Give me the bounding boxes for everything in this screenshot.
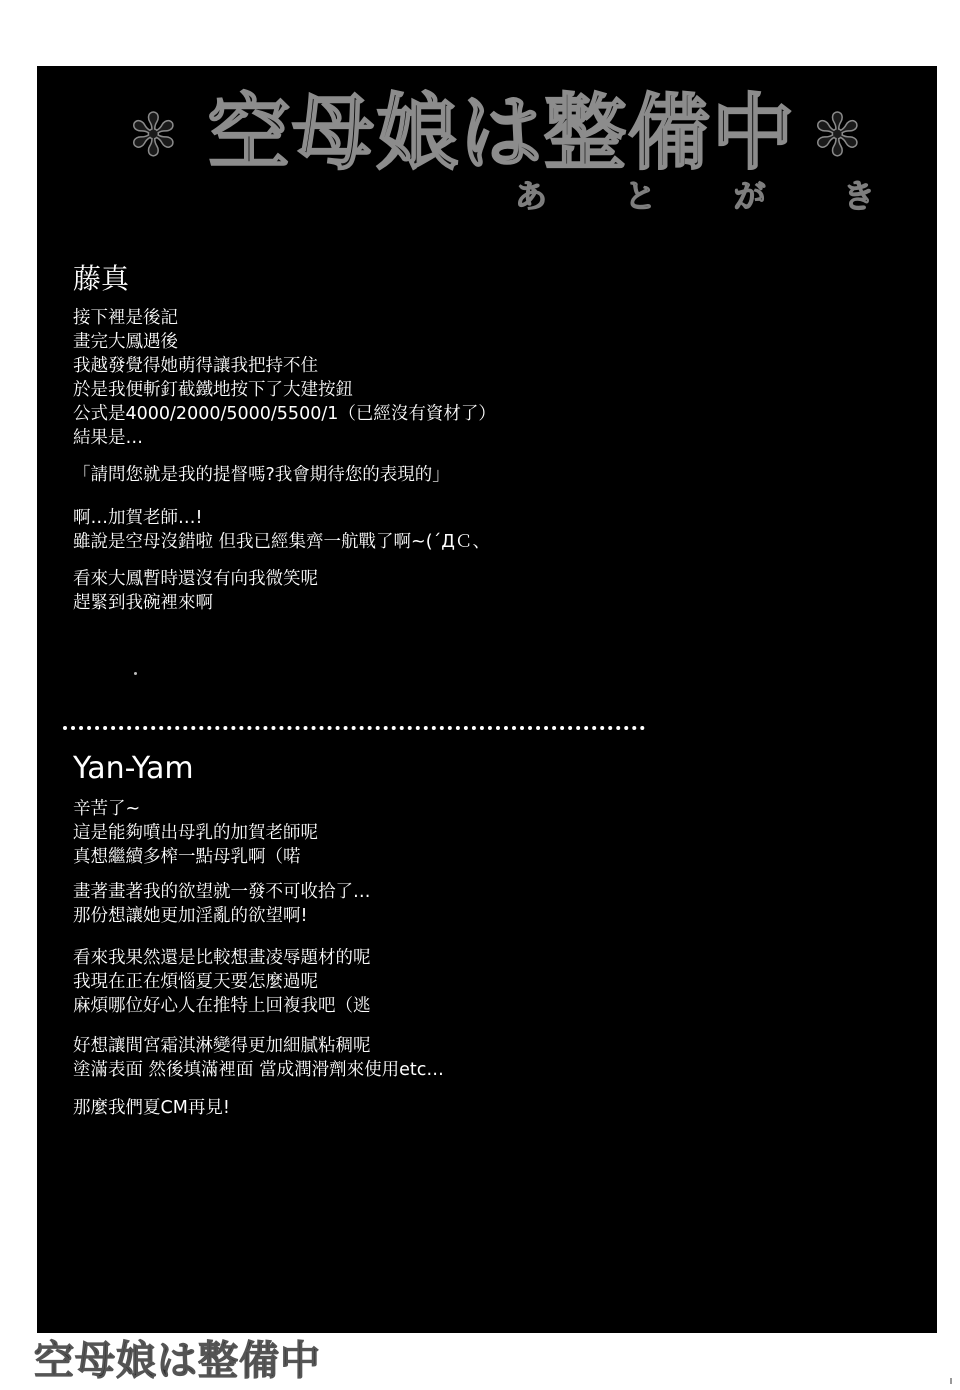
text-line: 趕緊到我碗裡來啊 bbox=[73, 593, 213, 613]
paragraph bbox=[73, 880, 371, 928]
text-line: 看來我果然還是比較想畫凌辱題材的呢 bbox=[73, 948, 371, 968]
text-line: 真想繼續多榨一點母乳啊（喏 bbox=[73, 847, 301, 867]
flower-ornament-icon: ✻ bbox=[129, 101, 178, 169]
subtitle-char: あ bbox=[515, 177, 548, 215]
text-line: 接下裡是後記 bbox=[73, 308, 178, 328]
text-line: 看來大鳳暫時還沒有向我微笑呢 bbox=[73, 569, 318, 589]
text-line: 塗滿表面 然後填滿裡面 當成潤滑劑來使用etc… bbox=[73, 1060, 444, 1080]
paragraph bbox=[73, 506, 490, 554]
text-line: 公式是4000/2000/5000/5500/1（已經沒有資材了） bbox=[73, 404, 496, 424]
text-line: 雖說是空母沒錯啦 但我已經集齊一航戰了啊~(´ДＣ、 bbox=[73, 532, 490, 552]
dotted-divider bbox=[63, 726, 645, 730]
paragraph bbox=[73, 946, 371, 1018]
author-name-2: Yan-Yam bbox=[73, 751, 194, 786]
text-line: 辛苦了~ bbox=[73, 799, 141, 819]
afterword-panel bbox=[37, 66, 937, 1333]
flower-ornament-icon: ✻ bbox=[813, 101, 862, 169]
paragraph bbox=[73, 1034, 444, 1082]
author-name-1: 藤真 bbox=[73, 262, 130, 295]
afterword-subtitle bbox=[515, 178, 875, 214]
text-line: 那麼我們夏CM再見! bbox=[73, 1098, 230, 1118]
paragraph bbox=[73, 463, 450, 487]
subtitle-char: が bbox=[733, 177, 766, 215]
subtitle-char: と bbox=[624, 177, 657, 215]
paragraph bbox=[73, 567, 318, 615]
text-line: 好想讓間宮霜淇淋變得更加細膩粘稠呢 bbox=[73, 1036, 371, 1056]
footer-title: 空母娘は整備中 bbox=[34, 1338, 321, 1384]
paragraph bbox=[73, 306, 496, 450]
text-line: 這是能夠噴出母乳的加賀老師呢 bbox=[73, 823, 318, 843]
text-line: 於是我便斬釘截鐵地按下了大建按鈕 bbox=[73, 380, 353, 400]
subtitle-char: き bbox=[842, 177, 875, 215]
paragraph bbox=[73, 797, 318, 869]
text-line: 結果是… bbox=[73, 428, 143, 448]
text-line: 我越發覺得她萌得讓我把持不住 bbox=[73, 356, 318, 376]
text-line: 麻煩哪位好心人在推特上回複我吧（逃 bbox=[73, 996, 371, 1016]
text-line: 畫完大鳳遇後 bbox=[73, 332, 178, 352]
stray-dot bbox=[134, 672, 137, 675]
text-line: 啊…加賀老師…! bbox=[73, 508, 203, 528]
page-edge-mark bbox=[950, 1378, 952, 1384]
page-title: 空母娘は整備中 bbox=[207, 86, 796, 181]
text-line: 「請問您就是我的提督嗎?我會期待您的表現的」 bbox=[73, 465, 450, 485]
text-line: 我現在正在煩惱夏天要怎麼過呢 bbox=[73, 972, 318, 992]
text-line: 那份想讓她更加淫亂的欲望啊! bbox=[73, 906, 308, 926]
text-line: 畫著畫著我的欲望就一發不可收拾了… bbox=[73, 882, 371, 902]
paragraph bbox=[73, 1096, 230, 1120]
